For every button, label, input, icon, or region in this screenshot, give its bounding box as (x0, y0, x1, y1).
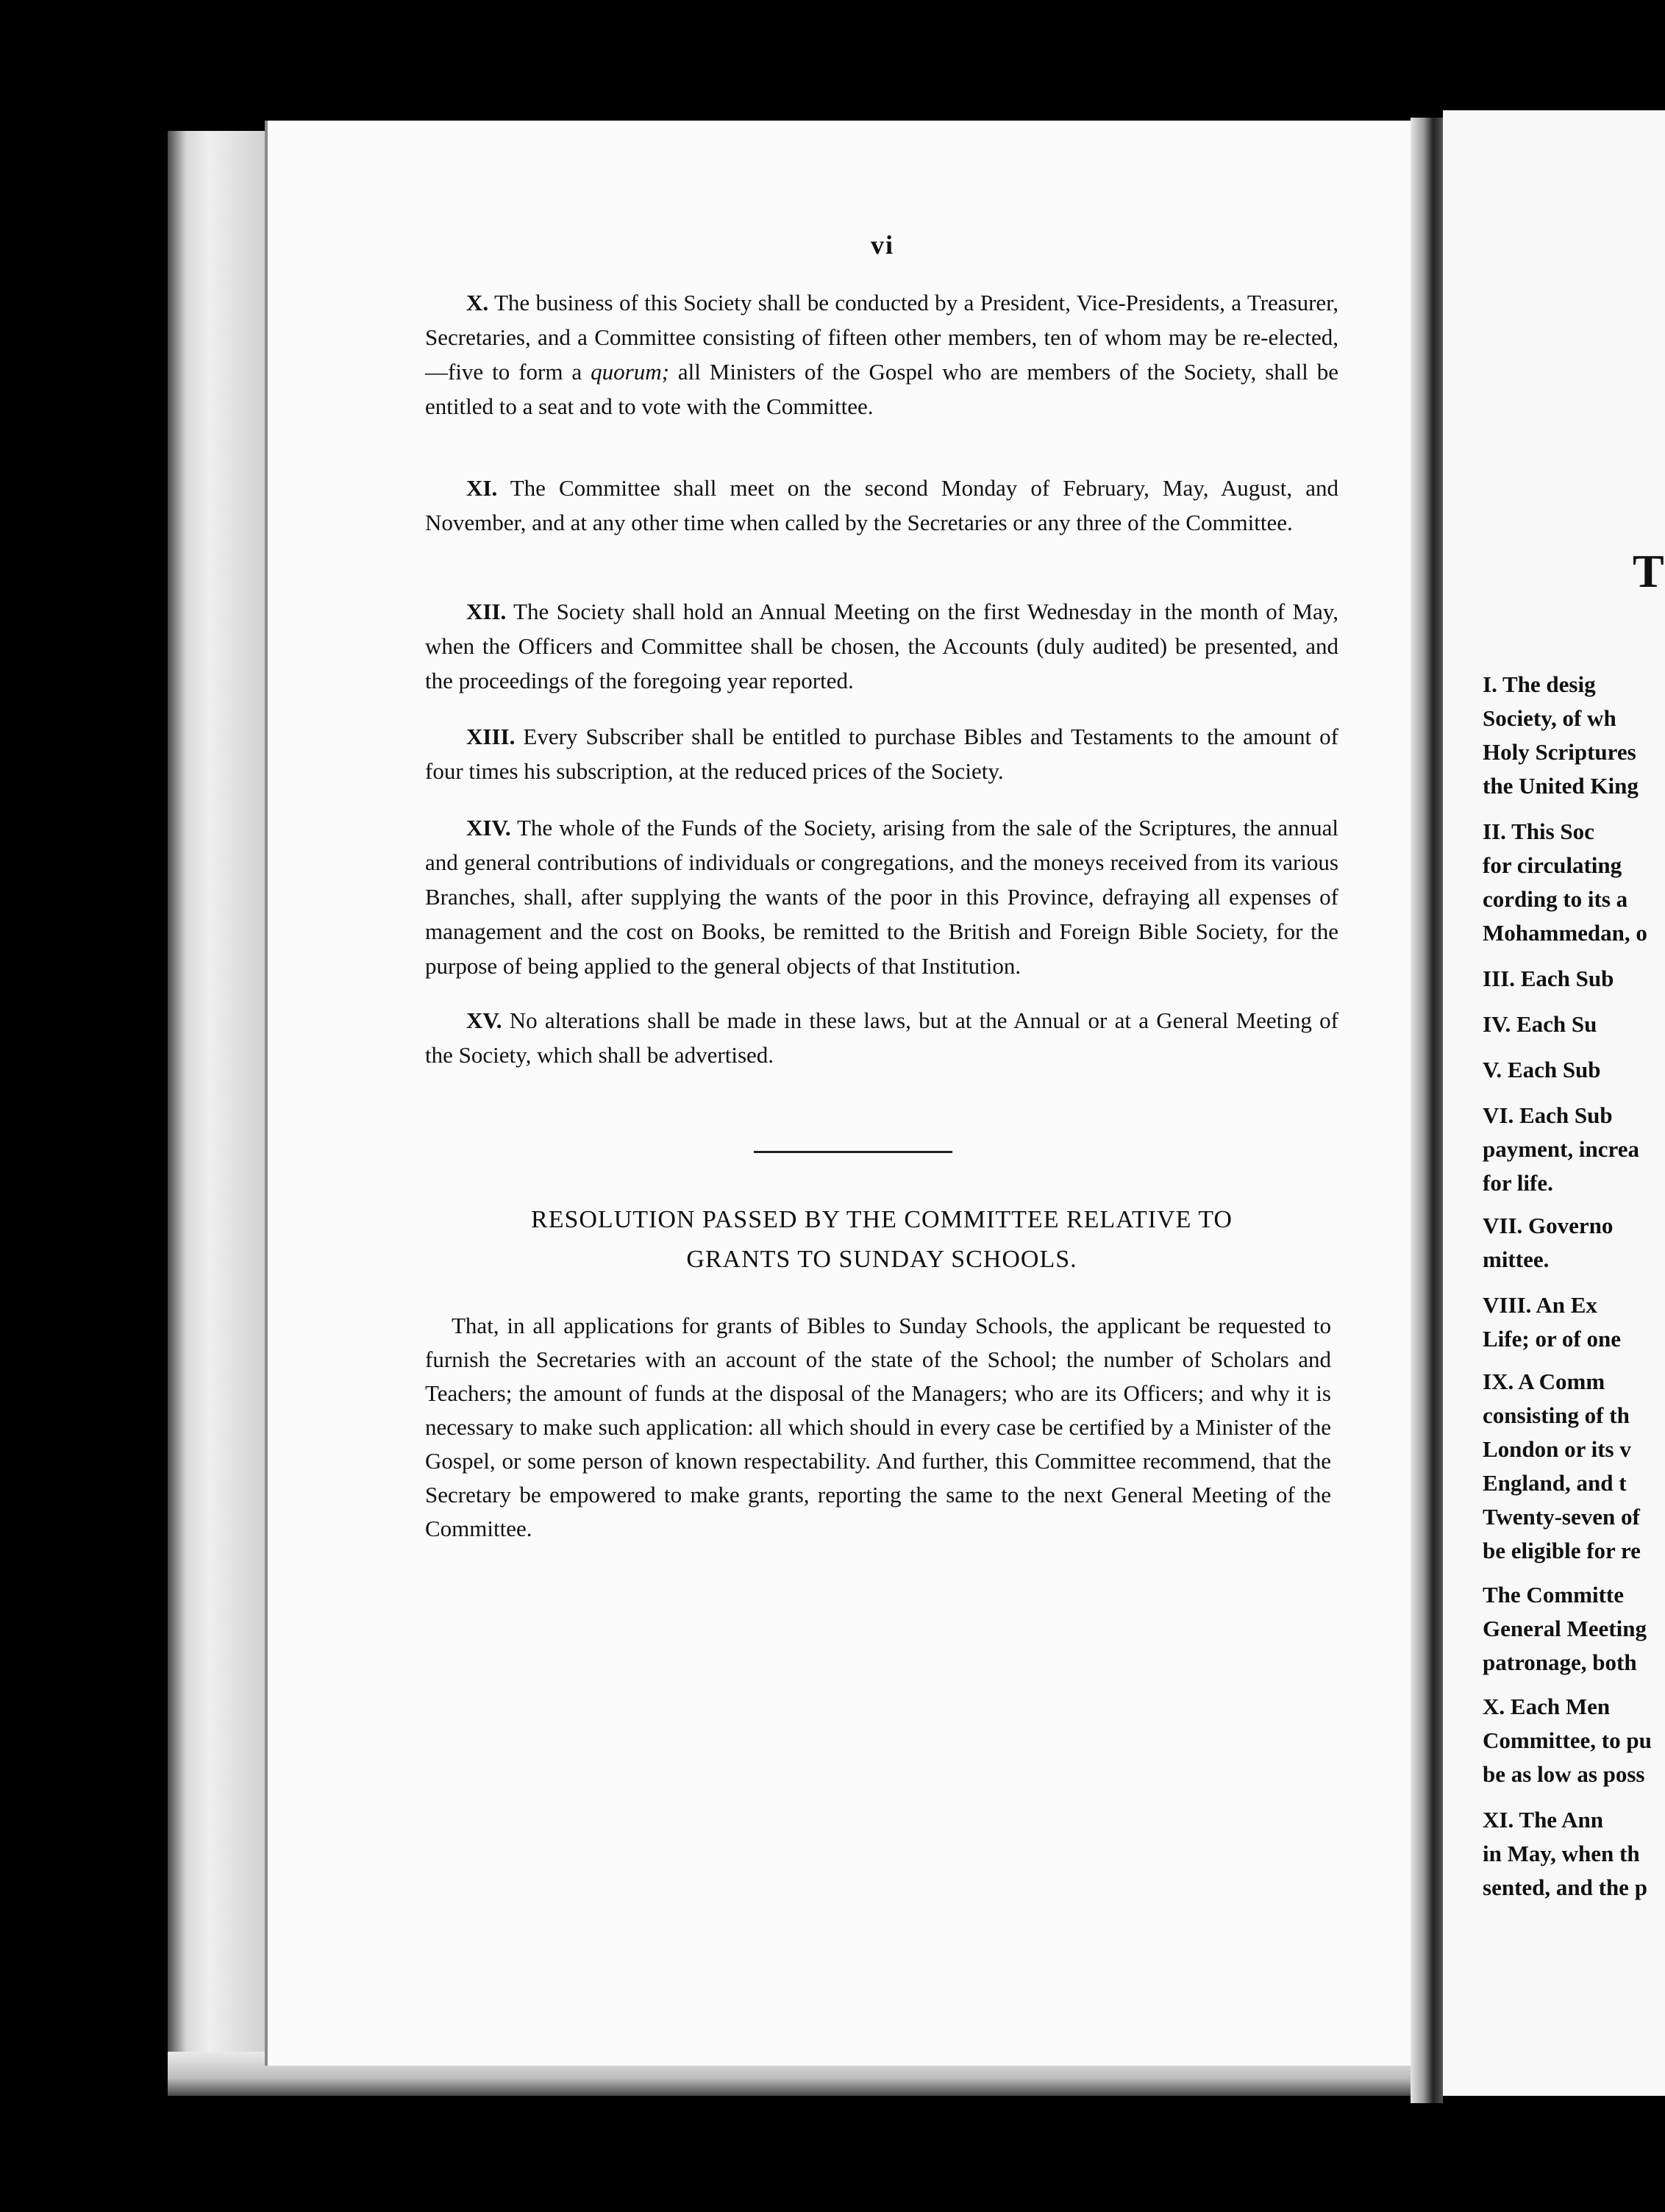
right-page-line: for circulating (1483, 852, 1622, 878)
right-page-line: be eligible for re (1483, 1538, 1641, 1563)
right-page-line: sented, and the p (1483, 1874, 1647, 1900)
resolution-heading (425, 1200, 1338, 1280)
right-page-line: XI. The Ann (1483, 1807, 1603, 1833)
right-page-line: Twenty-seven of (1483, 1504, 1640, 1530)
right-page-line: cording to its a (1483, 886, 1628, 912)
article-xv: XV. No alterations shall be made in these laws, but at the Annual or at a General Meeting of the Society, which shall be advertised. (425, 1007, 1338, 1068)
right-page-line: III. Each Sub (1483, 966, 1614, 991)
right-page-line: patronage, both (1483, 1649, 1637, 1675)
right-page-line: II. This Soc (1483, 818, 1594, 844)
right-page-line: Committee, to pu (1483, 1727, 1652, 1753)
right-page-line: consisting of th (1483, 1402, 1630, 1428)
right-page-line: IV. Each Su (1483, 1011, 1597, 1037)
book-gutter (1411, 118, 1443, 2103)
right-page-line: for life. (1483, 1170, 1553, 1196)
resolution-heading-line-1: RESOLUTION PASSED BY THE COMMITTEE RELATIVE TO (531, 1206, 1233, 1233)
right-page-line: General Meeting (1483, 1616, 1647, 1641)
right-page-line: be as low as poss (1483, 1761, 1645, 1787)
right-page-line: the United King (1483, 773, 1639, 799)
right-page-line: Society, of wh (1483, 705, 1616, 731)
article-xiii: XIII. Every Subscriber shall be entitled to purchase Bibles and Testaments to the amount of four times his subscription, at the reduced prices of the Society. (425, 724, 1338, 784)
right-page-line: Holy Scriptures (1483, 739, 1636, 765)
page-number: vi (871, 230, 895, 260)
right-page-line: VI. Each Sub (1483, 1102, 1613, 1128)
article-xii: XII. The Society shall hold an Annual Meeting on the first Wednesday in the month of May, when the Officers and Committee shall be chosen, the Accounts (duly audited) be presented, and the proceedings of the foregoing year reported. (425, 599, 1338, 693)
right-page-title-fragment: T (1633, 545, 1664, 597)
right-page-line: I. The desig (1483, 671, 1596, 697)
right-page-line: VII. Governo (1483, 1213, 1614, 1238)
right-page-line: London or its v (1483, 1436, 1631, 1462)
right-page-line: in May, when th (1483, 1841, 1640, 1866)
section-divider (754, 1151, 952, 1153)
right-page-line: payment, increa (1483, 1136, 1639, 1162)
article-xi: XI. The Committee shall meet on the second Monday of February, May, August, and November, and at any other time when called by the Secretaries or any three of the Committee. (425, 475, 1338, 535)
underlying-page-edge (168, 131, 271, 2087)
right-page-line: The Committe (1483, 1582, 1624, 1608)
right-page-line: England, and t (1483, 1470, 1627, 1496)
right-page-line: V. Each Sub (1483, 1057, 1601, 1082)
right-page-line: VIII. An Ex (1483, 1292, 1597, 1318)
resolution-body: That, in all applications for grants of Bibles to Sunday Schools, the applicant be requested to furnish the Secretaries with an account of the state of the School; the number of Scholars and Teachers; the amount of funds at the disposal of the Managers; who are its Officers; and why it is necessary to make such application: all which should in every case be certified by a Minister of the Gospel, or some person of known respectability. And further, this Committee recommend, that the Secretary be empowered to make grants, reporting the same to the next General Meeting of the Committee. (425, 1313, 1331, 1541)
article-x: X. The business of this Society shall be conducted by a President, Vice-Presidents, a Treasurer, Secretaries, and a Committee consisting of fifteen other members, ten of whom may be re-elected,—five to form a quorum; all Ministers of the Gospel who are members of the Society, shall be entitled to a seat and to vote with the Committee. (425, 290, 1339, 419)
right-page-line: IX. A Comm (1483, 1369, 1605, 1394)
article-xiv: XIV. The whole of the Funds of the Society, arising from the sale of the Scriptures, the annual and general contributions of individuals or congregations, and the moneys received from its various Branches, shall, after supplying the wants of the poor in this Province, defraying all expenses of management and the cost on Books, be remitted to the British and Foreign Bible Society, for the purpose of being applied to the general objects of that Institution. (425, 815, 1338, 979)
right-page-line: X. Each Men (1483, 1694, 1611, 1719)
right-page-line: Life; or of one (1483, 1326, 1621, 1352)
right-page-line: Mohammedan, o (1483, 920, 1647, 946)
scan-background (0, 2103, 1665, 2212)
right-page-line: mittee. (1483, 1246, 1550, 1272)
resolution-heading-line-2: GRANTS TO SUNDAY SCHOOLS. (686, 1246, 1077, 1273)
